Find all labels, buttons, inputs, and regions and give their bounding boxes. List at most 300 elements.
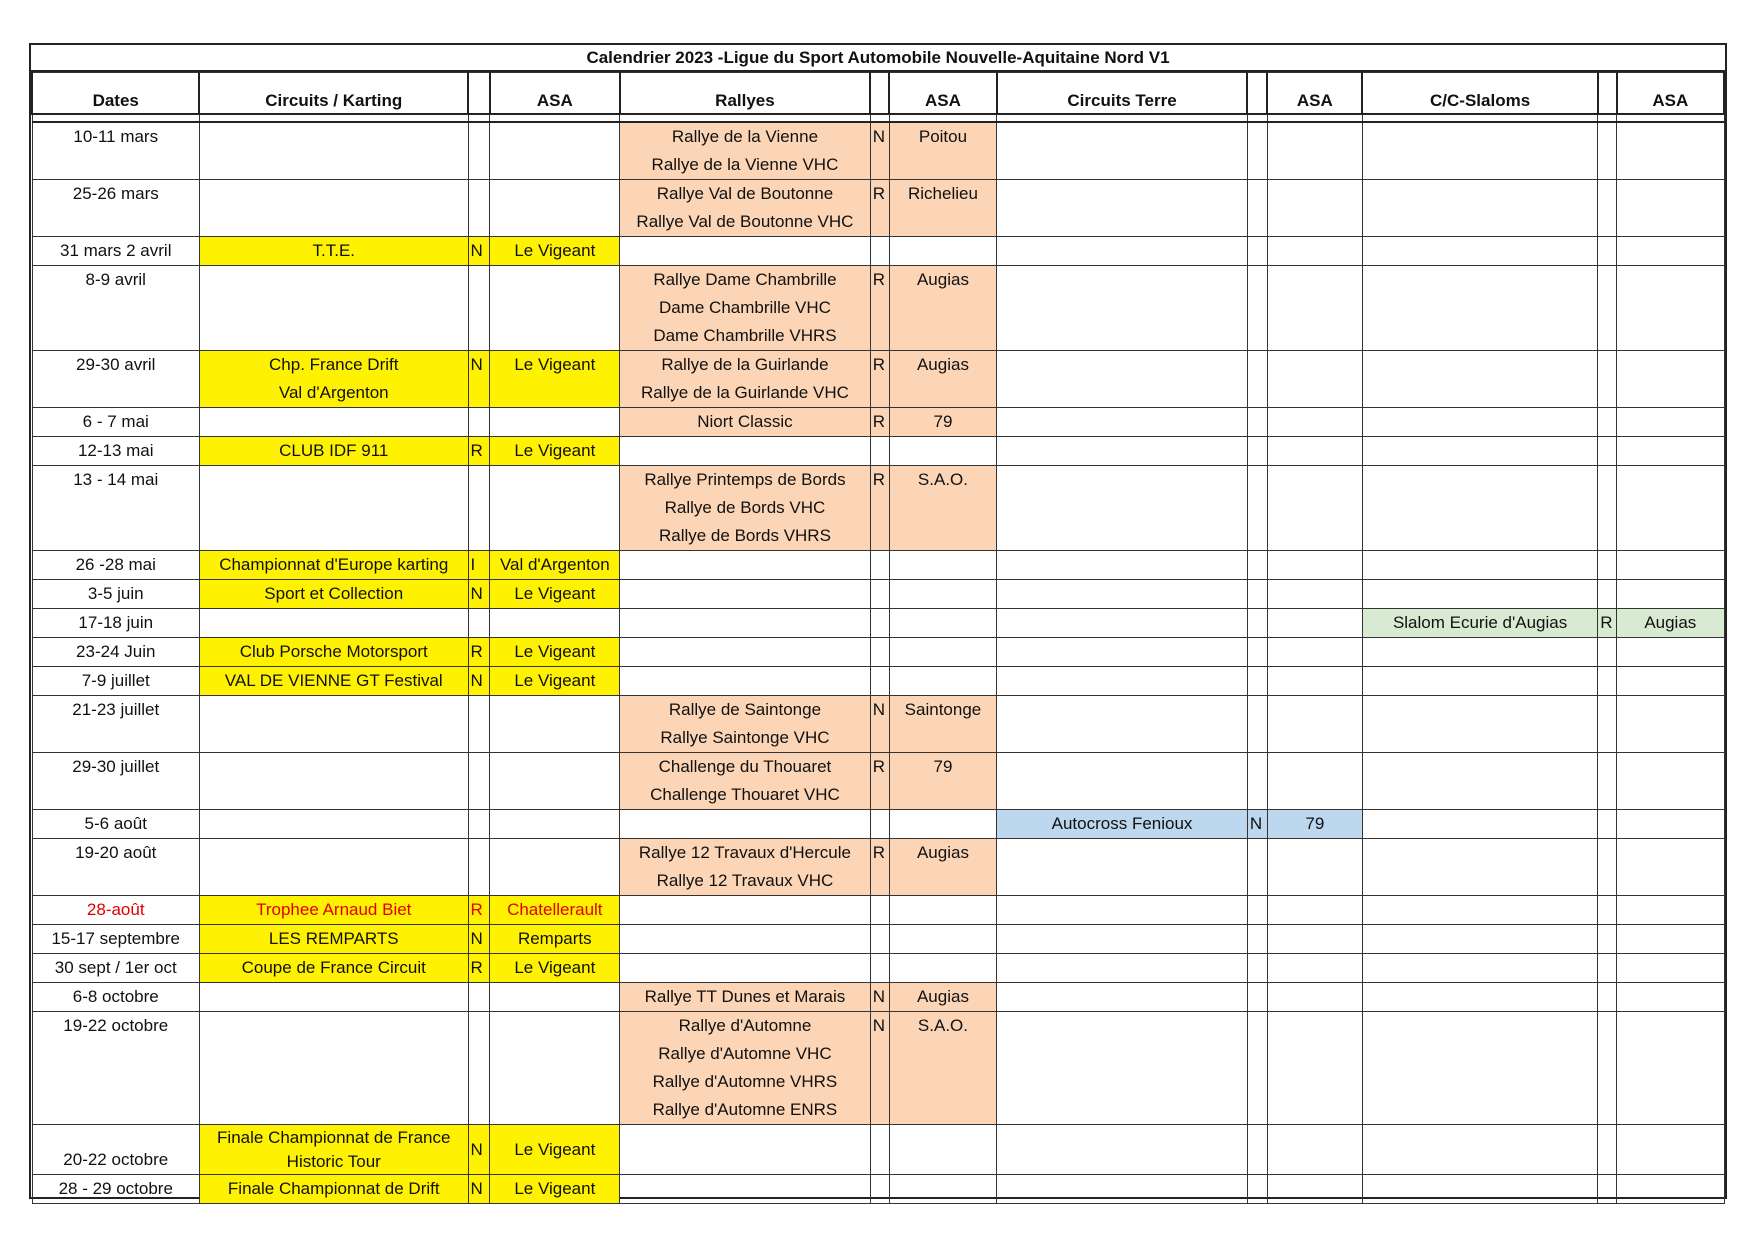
calendar-row bbox=[32, 551, 1724, 580]
terre-cell bbox=[997, 580, 1248, 609]
slalom-level bbox=[1598, 180, 1617, 237]
slalom-level bbox=[1598, 954, 1617, 983]
slalom-cell bbox=[1362, 925, 1597, 954]
header-lvl-4 bbox=[1598, 73, 1617, 115]
slalom-asa bbox=[1617, 983, 1724, 1012]
terre-level bbox=[1247, 237, 1267, 266]
calendar-row bbox=[32, 896, 1724, 925]
rallye-asa: Poitou bbox=[889, 122, 997, 180]
rallye-cell-line: Rallye de Bords VHC bbox=[664, 498, 826, 517]
slalom-asa bbox=[1617, 466, 1724, 551]
rallye-cell-line: Rallye 12 Travaux d'Hercule bbox=[638, 843, 851, 862]
circuit-cell-line: Finale Championnat de France bbox=[217, 1127, 451, 1147]
circuit-level: R bbox=[468, 896, 490, 925]
terre-cell-line: Autocross Fenioux bbox=[1051, 814, 1193, 833]
slalom-level bbox=[1598, 1125, 1617, 1175]
circuit-cell bbox=[199, 408, 468, 437]
circuit-asa: Le Vigeant bbox=[490, 1125, 620, 1175]
slalom-cell bbox=[1362, 667, 1597, 696]
header-lvl-2 bbox=[870, 73, 889, 115]
terre-cell bbox=[997, 925, 1248, 954]
terre-cell bbox=[997, 180, 1248, 237]
rallye-level bbox=[870, 896, 889, 925]
slalom-level bbox=[1598, 237, 1617, 266]
terre-asa bbox=[1267, 237, 1362, 266]
circuit-level: R bbox=[468, 638, 490, 667]
slalom-asa bbox=[1617, 925, 1724, 954]
terre-level bbox=[1247, 266, 1267, 351]
rallye-cell-line: Rallye d'Automne ENRS bbox=[652, 1100, 838, 1119]
slalom-level bbox=[1598, 551, 1617, 580]
circuit-cell bbox=[199, 896, 468, 925]
circuit-cell bbox=[199, 1175, 468, 1204]
slalom-cell bbox=[1362, 609, 1597, 638]
terre-cell bbox=[997, 551, 1248, 580]
calendar-row bbox=[32, 437, 1724, 466]
header-lvl-3 bbox=[1247, 73, 1267, 115]
rallye-cell bbox=[620, 580, 871, 609]
rallye-asa bbox=[889, 437, 997, 466]
rallye-asa bbox=[889, 638, 997, 667]
circuit-asa bbox=[490, 1012, 620, 1125]
slalom-level: R bbox=[1598, 609, 1617, 638]
terre-cell bbox=[997, 609, 1248, 638]
terre-asa bbox=[1267, 667, 1362, 696]
circuit-asa: Le Vigeant bbox=[490, 580, 620, 609]
date-cell: 26 -28 mai bbox=[32, 551, 199, 580]
circuit-asa bbox=[490, 466, 620, 551]
circuit-level bbox=[468, 1012, 490, 1125]
rallye-asa bbox=[889, 810, 997, 839]
circuit-cell bbox=[199, 351, 468, 408]
slalom-level bbox=[1598, 810, 1617, 839]
terre-cell bbox=[997, 696, 1248, 753]
header-asa-2: ASA bbox=[889, 73, 997, 115]
rallye-cell-line: Rallye de la Guirlande bbox=[661, 355, 829, 374]
circuit-level bbox=[468, 609, 490, 638]
terre-level bbox=[1247, 753, 1267, 810]
slalom-cell bbox=[1362, 580, 1597, 609]
circuit-cell-line: Trophee Arnaud Biet bbox=[256, 900, 412, 919]
rallye-asa bbox=[889, 551, 997, 580]
slalom-cell bbox=[1362, 180, 1597, 237]
circuit-level: R bbox=[468, 437, 490, 466]
rallye-level: R bbox=[870, 753, 889, 810]
terre-asa bbox=[1267, 839, 1362, 896]
rallye-cell bbox=[620, 122, 871, 180]
terre-asa bbox=[1267, 1125, 1362, 1175]
terre-level bbox=[1247, 638, 1267, 667]
terre-cell bbox=[997, 266, 1248, 351]
rallye-asa bbox=[889, 896, 997, 925]
terre-asa bbox=[1267, 983, 1362, 1012]
slalom-cell bbox=[1362, 266, 1597, 351]
rallye-level: R bbox=[870, 180, 889, 237]
circuit-cell bbox=[199, 753, 468, 810]
terre-cell bbox=[997, 1175, 1248, 1204]
rallye-cell bbox=[620, 925, 871, 954]
rallye-level bbox=[870, 609, 889, 638]
calendar-row bbox=[32, 810, 1724, 839]
circuit-cell-line: Sport et Collection bbox=[264, 584, 404, 603]
slalom-asa bbox=[1617, 266, 1724, 351]
rallye-asa: S.A.O. bbox=[889, 466, 997, 551]
header-asa-3: ASA bbox=[1267, 73, 1362, 115]
terre-asa bbox=[1267, 609, 1362, 638]
rallye-level bbox=[870, 667, 889, 696]
terre-level bbox=[1247, 1175, 1267, 1204]
rallye-cell-line: Challenge du Thouaret bbox=[658, 757, 832, 776]
rallye-level: R bbox=[870, 351, 889, 408]
rallye-cell bbox=[620, 983, 871, 1012]
header-rallyes: Rallyes bbox=[620, 73, 871, 115]
terre-asa bbox=[1267, 1012, 1362, 1125]
rallye-level: N bbox=[870, 1012, 889, 1125]
rallye-cell bbox=[620, 266, 871, 351]
slalom-level bbox=[1598, 266, 1617, 351]
calendar-row bbox=[32, 1012, 1724, 1125]
rallye-cell bbox=[620, 466, 871, 551]
circuit-cell bbox=[199, 638, 468, 667]
terre-level bbox=[1247, 896, 1267, 925]
circuit-asa bbox=[490, 983, 620, 1012]
slalom-asa bbox=[1617, 237, 1724, 266]
rallye-cell-line: Rallye Val de Boutonne bbox=[656, 184, 834, 203]
slalom-asa: Augias bbox=[1617, 609, 1724, 638]
calendar-row bbox=[32, 925, 1724, 954]
rallye-cell-line: Dame Chambrille VHRS bbox=[653, 326, 837, 345]
slalom-cell bbox=[1362, 408, 1597, 437]
circuit-cell bbox=[199, 696, 468, 753]
rallye-level: R bbox=[870, 266, 889, 351]
calendar-row bbox=[32, 408, 1724, 437]
rallye-level: N bbox=[870, 983, 889, 1012]
rallye-cell-line: Niort Classic bbox=[697, 412, 793, 431]
rallye-asa bbox=[889, 1175, 997, 1204]
slalom-asa bbox=[1617, 122, 1724, 180]
rallye-asa: Augias bbox=[889, 983, 997, 1012]
header-terre: Circuits Terre bbox=[997, 73, 1248, 115]
date-cell: 10-11 mars bbox=[32, 122, 199, 180]
terre-asa bbox=[1267, 551, 1362, 580]
slalom-asa bbox=[1617, 437, 1724, 466]
slalom-cell bbox=[1362, 753, 1597, 810]
date-cell: 19-22 octobre bbox=[32, 1012, 199, 1125]
circuit-cell-line: Coupe de France Circuit bbox=[241, 958, 426, 977]
circuit-level bbox=[468, 180, 490, 237]
circuit-cell bbox=[199, 810, 468, 839]
terre-level bbox=[1247, 437, 1267, 466]
terre-cell bbox=[997, 351, 1248, 408]
circuit-asa bbox=[490, 696, 620, 753]
circuit-cell-line: Club Porsche Motorsport bbox=[239, 642, 428, 661]
terre-cell bbox=[997, 896, 1248, 925]
slalom-level bbox=[1598, 351, 1617, 408]
circuit-level bbox=[468, 983, 490, 1012]
terre-cell bbox=[997, 437, 1248, 466]
circuit-cell bbox=[199, 1125, 468, 1175]
terre-cell bbox=[997, 1012, 1248, 1125]
rallye-cell-line: Rallye d'Automne bbox=[678, 1016, 812, 1035]
slalom-level bbox=[1598, 437, 1617, 466]
slalom-level bbox=[1598, 1012, 1617, 1125]
circuit-cell bbox=[199, 466, 468, 551]
header-lvl-1 bbox=[468, 73, 490, 115]
circuit-cell bbox=[199, 266, 468, 351]
circuit-asa bbox=[490, 810, 620, 839]
circuit-level: N bbox=[468, 237, 490, 266]
header-separator bbox=[32, 114, 1724, 122]
terre-asa bbox=[1267, 408, 1362, 437]
terre-asa bbox=[1267, 180, 1362, 237]
slalom-asa bbox=[1617, 696, 1724, 753]
rallye-cell bbox=[620, 408, 871, 437]
calendar-row bbox=[32, 839, 1724, 896]
terre-cell bbox=[997, 122, 1248, 180]
date-cell: 25-26 mars bbox=[32, 180, 199, 237]
rallye-cell-line: Rallye de la Guirlande VHC bbox=[641, 383, 849, 402]
terre-cell bbox=[997, 954, 1248, 983]
circuit-cell bbox=[199, 925, 468, 954]
terre-asa: 79 bbox=[1267, 810, 1362, 839]
calendar-title: Calendrier 2023 -Ligue du Sport Automobile Nouvelle-Aquitaine Nord V1 bbox=[31, 45, 1725, 72]
rallye-cell bbox=[620, 696, 871, 753]
circuit-level bbox=[468, 810, 490, 839]
rallye-asa: Augias bbox=[889, 839, 997, 896]
circuit-asa: Chatellerault bbox=[490, 896, 620, 925]
slalom-asa bbox=[1617, 638, 1724, 667]
circuit-asa: Le Vigeant bbox=[490, 437, 620, 466]
rallye-asa: Augias bbox=[889, 351, 997, 408]
slalom-level bbox=[1598, 408, 1617, 437]
date-cell: 30 sept / 1er oct bbox=[32, 954, 199, 983]
rallye-cell-line: Rallye Val de Boutonne VHC bbox=[636, 212, 854, 231]
circuit-asa: Le Vigeant bbox=[490, 351, 620, 408]
slalom-level bbox=[1598, 753, 1617, 810]
calendar-row bbox=[32, 753, 1724, 810]
calendar-body bbox=[32, 122, 1724, 1204]
rallye-cell-line: Challenge Thouaret VHC bbox=[650, 785, 840, 804]
circuit-level: I bbox=[468, 551, 490, 580]
rallye-cell bbox=[620, 810, 871, 839]
rallye-cell bbox=[620, 839, 871, 896]
calendar-row bbox=[32, 580, 1724, 609]
rallye-asa bbox=[889, 925, 997, 954]
terre-level bbox=[1247, 925, 1267, 954]
rallye-cell bbox=[620, 437, 871, 466]
slalom-cell bbox=[1362, 351, 1597, 408]
slalom-asa bbox=[1617, 580, 1724, 609]
terre-level bbox=[1247, 1012, 1267, 1125]
slalom-asa bbox=[1617, 1125, 1724, 1175]
terre-asa bbox=[1267, 925, 1362, 954]
circuit-cell-line: Chp. France Drift bbox=[269, 355, 399, 374]
slalom-cell bbox=[1362, 551, 1597, 580]
circuit-level: N bbox=[468, 351, 490, 408]
rallye-cell bbox=[620, 1012, 871, 1125]
terre-level bbox=[1247, 466, 1267, 551]
date-cell: 12-13 mai bbox=[32, 437, 199, 466]
terre-cell bbox=[997, 667, 1248, 696]
slalom-cell bbox=[1362, 638, 1597, 667]
rallye-asa bbox=[889, 1125, 997, 1175]
slalom-cell bbox=[1362, 466, 1597, 551]
calendar-sheet bbox=[29, 43, 1727, 1199]
rallye-level bbox=[870, 237, 889, 266]
terre-level bbox=[1247, 180, 1267, 237]
circuit-asa bbox=[490, 408, 620, 437]
terre-cell bbox=[997, 1125, 1248, 1175]
slalom-level bbox=[1598, 925, 1617, 954]
terre-asa bbox=[1267, 753, 1362, 810]
circuit-asa bbox=[490, 266, 620, 351]
terre-level: N bbox=[1247, 810, 1267, 839]
terre-cell bbox=[997, 466, 1248, 551]
terre-cell bbox=[997, 839, 1248, 896]
rallye-asa bbox=[889, 954, 997, 983]
circuit-asa bbox=[490, 180, 620, 237]
slalom-cell bbox=[1362, 896, 1597, 925]
calendar-row bbox=[32, 1125, 1724, 1175]
slalom-cell bbox=[1362, 122, 1597, 180]
calendar-row bbox=[32, 983, 1724, 1012]
terre-asa bbox=[1267, 696, 1362, 753]
slalom-asa bbox=[1617, 896, 1724, 925]
calendar-grid bbox=[31, 72, 1725, 1204]
date-cell: 6-8 octobre bbox=[32, 983, 199, 1012]
header-slaloms: C/C-Slaloms bbox=[1362, 73, 1597, 115]
rallye-cell bbox=[620, 896, 871, 925]
circuit-cell-line: Historic Tour bbox=[286, 1151, 381, 1171]
rallye-asa bbox=[889, 580, 997, 609]
circuit-level bbox=[468, 122, 490, 180]
circuit-asa: Remparts bbox=[490, 925, 620, 954]
terre-asa bbox=[1267, 437, 1362, 466]
circuit-level: N bbox=[468, 1175, 490, 1204]
date-cell: 15-17 septembre bbox=[32, 925, 199, 954]
rallye-cell-line: Dame Chambrille VHC bbox=[658, 298, 831, 317]
circuit-level: N bbox=[468, 580, 490, 609]
terre-cell bbox=[997, 810, 1248, 839]
rallye-level bbox=[870, 810, 889, 839]
rallye-cell-line: Rallye Dame Chambrille bbox=[653, 270, 837, 289]
rallye-cell bbox=[620, 609, 871, 638]
terre-asa bbox=[1267, 122, 1362, 180]
calendar-row bbox=[32, 180, 1724, 237]
rallye-cell bbox=[620, 667, 871, 696]
slalom-level bbox=[1598, 896, 1617, 925]
rallye-asa: Saintonge bbox=[889, 696, 997, 753]
rallye-level: R bbox=[870, 466, 889, 551]
circuit-asa bbox=[490, 839, 620, 896]
terre-cell bbox=[997, 237, 1248, 266]
calendar-table bbox=[31, 72, 1725, 1204]
header-dates: Dates bbox=[32, 73, 199, 115]
rallye-cell bbox=[620, 237, 871, 266]
date-cell: 19-20 août bbox=[32, 839, 199, 896]
terre-asa bbox=[1267, 466, 1362, 551]
slalom-asa bbox=[1617, 753, 1724, 810]
circuit-asa: Val d'Argenton bbox=[490, 551, 620, 580]
circuit-level bbox=[468, 466, 490, 551]
rallye-asa bbox=[889, 237, 997, 266]
date-cell: 31 mars 2 avril bbox=[32, 237, 199, 266]
circuit-level: N bbox=[468, 925, 490, 954]
slalom-cell bbox=[1362, 696, 1597, 753]
rallye-cell-line: Rallye TT Dunes et Marais bbox=[644, 987, 846, 1006]
circuit-cell bbox=[199, 237, 468, 266]
circuit-level bbox=[468, 753, 490, 810]
slalom-cell-line: Slalom Ecurie d'Augias bbox=[1392, 613, 1568, 632]
terre-level bbox=[1247, 408, 1267, 437]
terre-asa bbox=[1267, 896, 1362, 925]
header-asa-4: ASA bbox=[1617, 73, 1724, 115]
rallye-level: N bbox=[870, 696, 889, 753]
circuit-cell bbox=[199, 667, 468, 696]
terre-asa bbox=[1267, 954, 1362, 983]
terre-level bbox=[1247, 551, 1267, 580]
header-asa-1: ASA bbox=[490, 73, 620, 115]
date-cell: 6 - 7 mai bbox=[32, 408, 199, 437]
slalom-cell bbox=[1362, 1175, 1597, 1204]
slalom-level bbox=[1598, 466, 1617, 551]
rallye-asa: Richelieu bbox=[889, 180, 997, 237]
circuit-cell-line: Val d'Argenton bbox=[278, 383, 389, 402]
terre-cell bbox=[997, 638, 1248, 667]
circuit-cell bbox=[199, 122, 468, 180]
rallye-cell bbox=[620, 638, 871, 667]
date-cell: 13 - 14 mai bbox=[32, 466, 199, 551]
slalom-asa bbox=[1617, 954, 1724, 983]
slalom-asa bbox=[1617, 667, 1724, 696]
terre-level bbox=[1247, 580, 1267, 609]
rallye-cell-line: Rallye Saintonge VHC bbox=[660, 728, 830, 747]
terre-asa bbox=[1267, 638, 1362, 667]
circuit-cell bbox=[199, 580, 468, 609]
terre-level bbox=[1247, 351, 1267, 408]
circuit-level bbox=[468, 839, 490, 896]
slalom-level bbox=[1598, 983, 1617, 1012]
circuit-asa: Le Vigeant bbox=[490, 237, 620, 266]
header-row bbox=[32, 73, 1724, 115]
circuit-asa bbox=[490, 753, 620, 810]
terre-level bbox=[1247, 1125, 1267, 1175]
calendar-row bbox=[32, 696, 1724, 753]
circuit-level: R bbox=[468, 954, 490, 983]
circuit-level: N bbox=[468, 1125, 490, 1175]
rallye-cell bbox=[620, 351, 871, 408]
terre-level bbox=[1247, 667, 1267, 696]
header-circuits: Circuits / Karting bbox=[199, 73, 468, 115]
date-cell: 20-22 octobre bbox=[32, 1125, 199, 1175]
circuit-cell bbox=[199, 180, 468, 237]
circuit-level: N bbox=[468, 667, 490, 696]
rallye-level bbox=[870, 638, 889, 667]
slalom-level bbox=[1598, 696, 1617, 753]
circuit-level bbox=[468, 266, 490, 351]
rallye-cell bbox=[620, 180, 871, 237]
slalom-level bbox=[1598, 667, 1617, 696]
rallye-cell-line: Rallye de Saintonge bbox=[668, 700, 822, 719]
circuit-cell-line: Championnat d'Europe karting bbox=[219, 555, 449, 574]
terre-asa bbox=[1267, 266, 1362, 351]
slalom-level bbox=[1598, 839, 1617, 896]
circuit-cell bbox=[199, 839, 468, 896]
slalom-cell bbox=[1362, 839, 1597, 896]
date-cell: 7-9 juillet bbox=[32, 667, 199, 696]
calendar-row bbox=[32, 351, 1724, 408]
terre-cell bbox=[997, 983, 1248, 1012]
